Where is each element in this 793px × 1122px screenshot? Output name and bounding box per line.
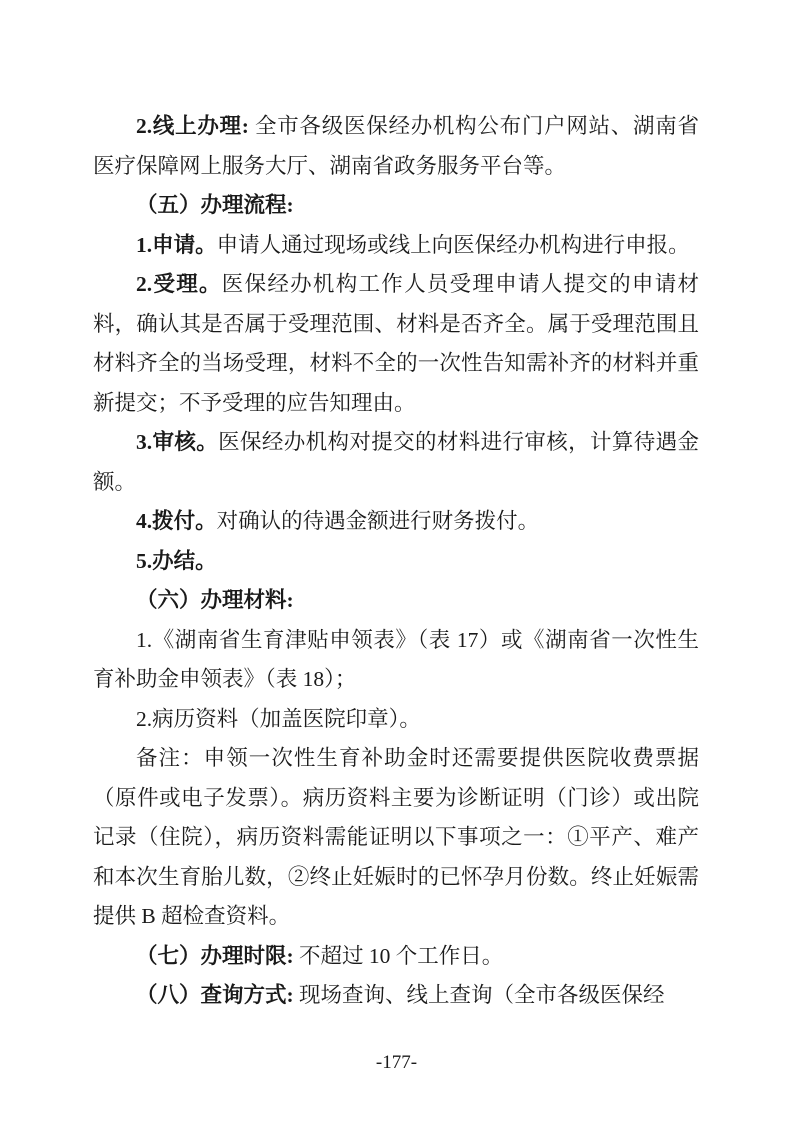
- page-number: -177-: [375, 1052, 418, 1073]
- paragraph-text: 不超过 10 个工作日。: [293, 943, 504, 968]
- paragraph-text: 申请人通过现场或线上向医保经办机构进行申报。: [216, 232, 690, 257]
- paragraph-lead: 4.拨付。: [136, 509, 217, 533]
- paragraph: [93, 265, 699, 423]
- paragraph: [93, 976, 699, 1016]
- paragraph-lead: 2.受理。: [136, 272, 222, 296]
- paragraph-text: 2.病历资料（加盖医院印章）。: [136, 706, 421, 731]
- paragraph: [93, 542, 699, 582]
- section-heading: [93, 581, 699, 621]
- paragraph-text: 备注：申领一次性生育补助金时还需要提供医院收费票据（原件或电子发票）。病历资料主要为诊断证明（门诊）或出院记录（住院），病历资料需能证明以下事项之一：①平产、难产和本次生育胎儿数，②终止妊娠时的已怀孕月份数。终止妊娠需提供 B 超检查资料。: [93, 746, 699, 928]
- paragraph-lead: 5.办结。: [136, 548, 217, 573]
- paragraph-text: 对确认的待遇金额进行财务拨付。: [216, 509, 540, 533]
- paragraph: [93, 502, 699, 542]
- paragraph: [93, 423, 699, 502]
- section-heading: [93, 186, 699, 226]
- paragraph-text: 全市各级医保经办机构公布门户网站、湖南省医疗保障网上服务大厅、湖南省政务服务平台等。: [93, 114, 699, 178]
- paragraph: [93, 700, 699, 740]
- paragraph: [93, 107, 699, 186]
- paragraph-note: [93, 739, 699, 937]
- paragraph-lead: 3.审核。: [136, 430, 219, 454]
- paragraph-text: 1.《湖南省生育津贴申领表》（表 17）或《湖南省一次性生育补助金申领表》（表 18）；: [93, 627, 699, 691]
- document-body: [93, 107, 699, 1016]
- paragraph-text: 现场查询、线上查询（全市各级医保经: [293, 983, 665, 1007]
- paragraph-text: 医保经办机构对提交的材料进行审核，计算待遇金额。: [93, 430, 699, 494]
- paragraph-lead: 1.申请。: [136, 232, 217, 257]
- paragraph-lead: 2.线上办理:: [136, 114, 249, 138]
- paragraph: [93, 621, 699, 700]
- paragraph-text: 医保经办机构工作人员受理申请人提交的申请材料，确认其是否属于受理范围、材料是否齐全。属于受理范围且材料齐全的当场受理，材料不全的一次性告知需补齐的材料并重新提交；不予受理的应告知理由。: [93, 272, 699, 415]
- paragraph: [93, 937, 699, 977]
- paragraph-lead: （六）办理材料:: [136, 588, 294, 612]
- paragraph: [93, 226, 699, 266]
- paragraph-lead: （七）办理时限:: [136, 943, 294, 968]
- paragraph-lead: （五）办理流程:: [136, 193, 294, 217]
- paragraph-lead: （八）查询方式:: [136, 983, 294, 1007]
